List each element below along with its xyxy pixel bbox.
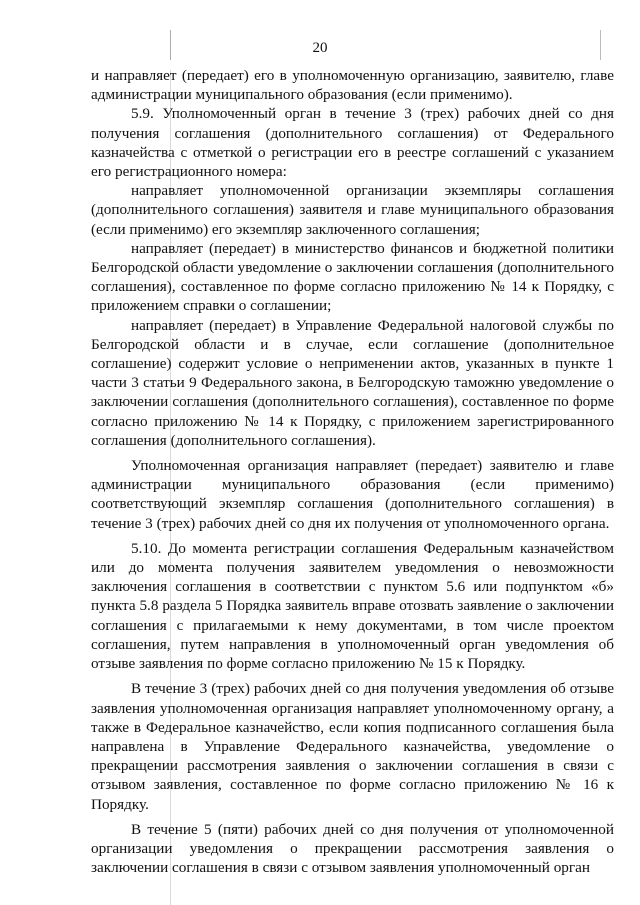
paragraph-termination: В течение 5 (пяти) рабочих дней со дня получения от уполномоченной организации уведомления о прекращении рассмотрения заявления о заключении соглашения в связи с отзывом заявления уполномоченный орган [91, 820, 614, 877]
paragraph-withdrawal-notice: В течение 3 (трех) рабочих дней со дня получения уведомления об отзыве заявления уполномоченная организация направляет уполномоченному органу, а также в Федеральное казначейство, если копия подписанного соглашения была направлена в Управление Федерального казначейства, уведомление о прекращении рассмотрения заявления о заключении соглашения в связи с отзывом заявления, составленное по форме согласно приложению № 16 к Порядку. [91, 680, 614, 813]
page-number: 20 [312, 40, 328, 56]
paragraph-sends-tax-service: направляет (передает) в Управление Федеральной налоговой службы по Белгородской области и в случае, если соглашение (дополнительное соглашение) содержит условие о неприменении актов, указанных в пункте 1 части 3 статьи 9 Федерального закона, в Белгородскую таможню уведомление о заключении соглашения (дополнительного соглашения), составленное по форме согласно приложению № 14 к Порядку, с приложением зарегистрированного соглашения (дополнительного соглашения). [91, 316, 614, 449]
paragraph-continuation: и направляет (передает) его в уполномоченную организацию, заявителю, главе администрации муниципального образования (если применимо). [91, 67, 614, 104]
paragraph-authorized-organization: Уполномоченная организация направляет (передает) заявителю и главе администрации муниципального образования (если применимо) соответствующий экземпляр соглашения (дополнительного соглашения) в течение 3 (трех) рабочих дней со дня их получения от уполномоченного органа. [91, 457, 614, 532]
paragraph-sends-copies: направляет уполномоченной организации экземпляры соглашения (дополнительного соглашения) заявителя и главе муниципального образования (если применимо) его экземпляр заключенного соглашения; [91, 182, 614, 238]
paragraph-5-10: 5.10. До момента регистрации соглашения Федеральным казначейством или до момента получения заявителем уведомления о невозможности заключения соглашения в соответствии с пунктом 5.6 или подпунктом «б» пункта 5.8 раздела 5 Порядка заявитель вправе отозвать заявление о заключении соглашения с прилагаемыми к нему документами, в том числе проектом соглашения, путем направления в уполномоченный орган уведомления об отзыве заявления по форме согласно приложению № 15 к Порядку. [91, 539, 614, 673]
paragraph-sends-ministry: направляет (передает) в министерство финансов и бюджетной политики Белгородской области уведомление о заключении соглашения (дополнительного соглашения), составленное по форме согласно приложению № 14 к Порядку, с приложением справки о соглашении; [91, 239, 614, 315]
paragraph-5-9: 5.9. Уполномоченный орган в течение 3 (трех) рабочих дней со дня получения соглашения (дополнительного соглашения) от Федерального казначейства с отметкой о регистрации его в реестре соглашений с указанием его регистрационного номера: [91, 105, 614, 181]
document-body [91, 66, 614, 877]
